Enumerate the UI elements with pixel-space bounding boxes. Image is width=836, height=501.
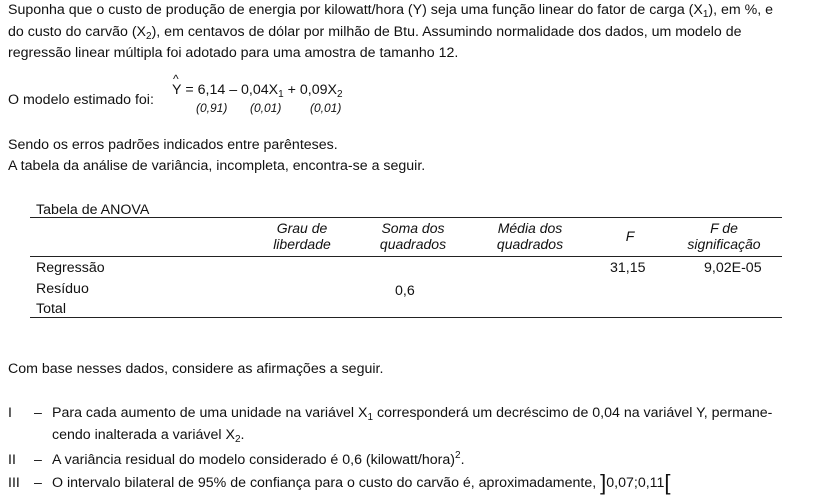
- interval-value: 0,07;0,11: [606, 475, 665, 491]
- subscript: 2: [336, 89, 343, 100]
- superscript: 2: [455, 450, 461, 461]
- intro-text-2a: do custo do carvão (X: [8, 24, 147, 40]
- statement-2: [52, 450, 830, 471]
- note-line-1: Sendo os erros padrões indicados entre parênteses.: [8, 137, 338, 153]
- header-mean-squares: [486, 220, 574, 252]
- statement-number-2: II: [8, 452, 16, 468]
- row-label-total: Total: [36, 301, 66, 317]
- subscript: 1: [702, 9, 709, 20]
- model-label: O modelo estimado foi:: [8, 92, 154, 108]
- statement-dash: –: [34, 475, 42, 491]
- header-line: quadrados: [496, 236, 564, 252]
- statement-text: .: [240, 427, 245, 443]
- statement-text: O intervalo bilateral de 95% de confiança para o custo do carvão é, aproximadamente,: [52, 475, 597, 491]
- cell-residual-sq: 0,6: [395, 283, 415, 299]
- cell-regression-fsig: 9,02E-05: [704, 260, 762, 276]
- header-f-significance: [676, 220, 772, 252]
- std-error-intercept: (0,91): [196, 101, 228, 115]
- interval-open-bracket: ]: [600, 470, 607, 495]
- header-line: significação: [687, 236, 761, 252]
- intro-line-2: [8, 22, 741, 43]
- header-line: F de: [710, 220, 738, 236]
- std-error-x2: (0,01): [310, 101, 342, 115]
- statement-number-3: III: [8, 475, 20, 491]
- statement-dash: –: [34, 405, 42, 421]
- statement-text: A variância residual do modelo considerado é 0,6 (kilowatt/hora): [52, 452, 455, 468]
- statement-dash: –: [34, 452, 42, 468]
- statement-number-1: I: [8, 405, 12, 421]
- closing-text: Com base nesses dados, considere as afirmações a seguir.: [8, 361, 384, 377]
- intro-text-2b: ), em centavos de dólar por milhão de Btu. Assumindo normalidade dos dados, um modelo de: [151, 24, 742, 40]
- table-bottom-rule: [30, 317, 782, 318]
- statement-text: Para cada aumento de uma unidade na variável X: [52, 405, 368, 421]
- equation-part-b: + 0,09X: [287, 82, 337, 98]
- table-top-rule: [30, 217, 782, 218]
- intro-line-1: [8, 0, 830, 21]
- statement-text: cendo inalterada a variável X: [52, 427, 235, 443]
- cell-regression-f: 31,15: [610, 260, 646, 276]
- interval-close-bracket: [: [664, 470, 671, 495]
- subscript: 2: [146, 31, 152, 42]
- std-error-x1: (0,01): [250, 101, 282, 115]
- table-header-rule: [30, 256, 782, 257]
- header-line: Grau de: [276, 220, 328, 236]
- header-line: Soma dos: [381, 220, 445, 236]
- statement-3: [52, 470, 830, 495]
- header-sum-squares: [370, 220, 456, 252]
- header-line: liberdade: [273, 236, 331, 252]
- header-f: F: [625, 228, 635, 244]
- header-line: quadrados: [379, 236, 447, 252]
- equation-part-a: = 6,14 – 0,04X: [185, 82, 279, 98]
- y-hat: ^ Y: [172, 80, 181, 101]
- intro-text-1: Suponha que o custo de produção de energia por kilowatt/hora (Y) seja uma função linear do fator de carga (X: [8, 2, 703, 18]
- statement-1-line-2: [52, 425, 830, 446]
- subscript: 1: [278, 89, 284, 100]
- header-line: Média dos: [497, 220, 563, 236]
- statement-text: .: [460, 452, 465, 468]
- statement-text: corresponderá um decréscimo de 0,04 na variável Y, permane-: [373, 405, 773, 421]
- row-label-residual: Resíduo: [36, 281, 89, 297]
- subscript: 1: [367, 412, 374, 423]
- intro-line-3: regressão linear múltipla foi adotado para uma amostra de tamanho 12.: [8, 45, 459, 61]
- intro-text-1b: ), em %, e: [708, 2, 774, 18]
- subscript: 2: [234, 434, 241, 445]
- header-degrees-freedom: [262, 220, 342, 252]
- anova-table-title: Tabela de ANOVA: [36, 202, 150, 218]
- statement-1-line-1: [52, 403, 830, 424]
- row-label-regression: Regressão: [36, 260, 105, 276]
- note-line-2: A tabela da análise de variância, incompleta, encontra-se a seguir.: [8, 158, 426, 174]
